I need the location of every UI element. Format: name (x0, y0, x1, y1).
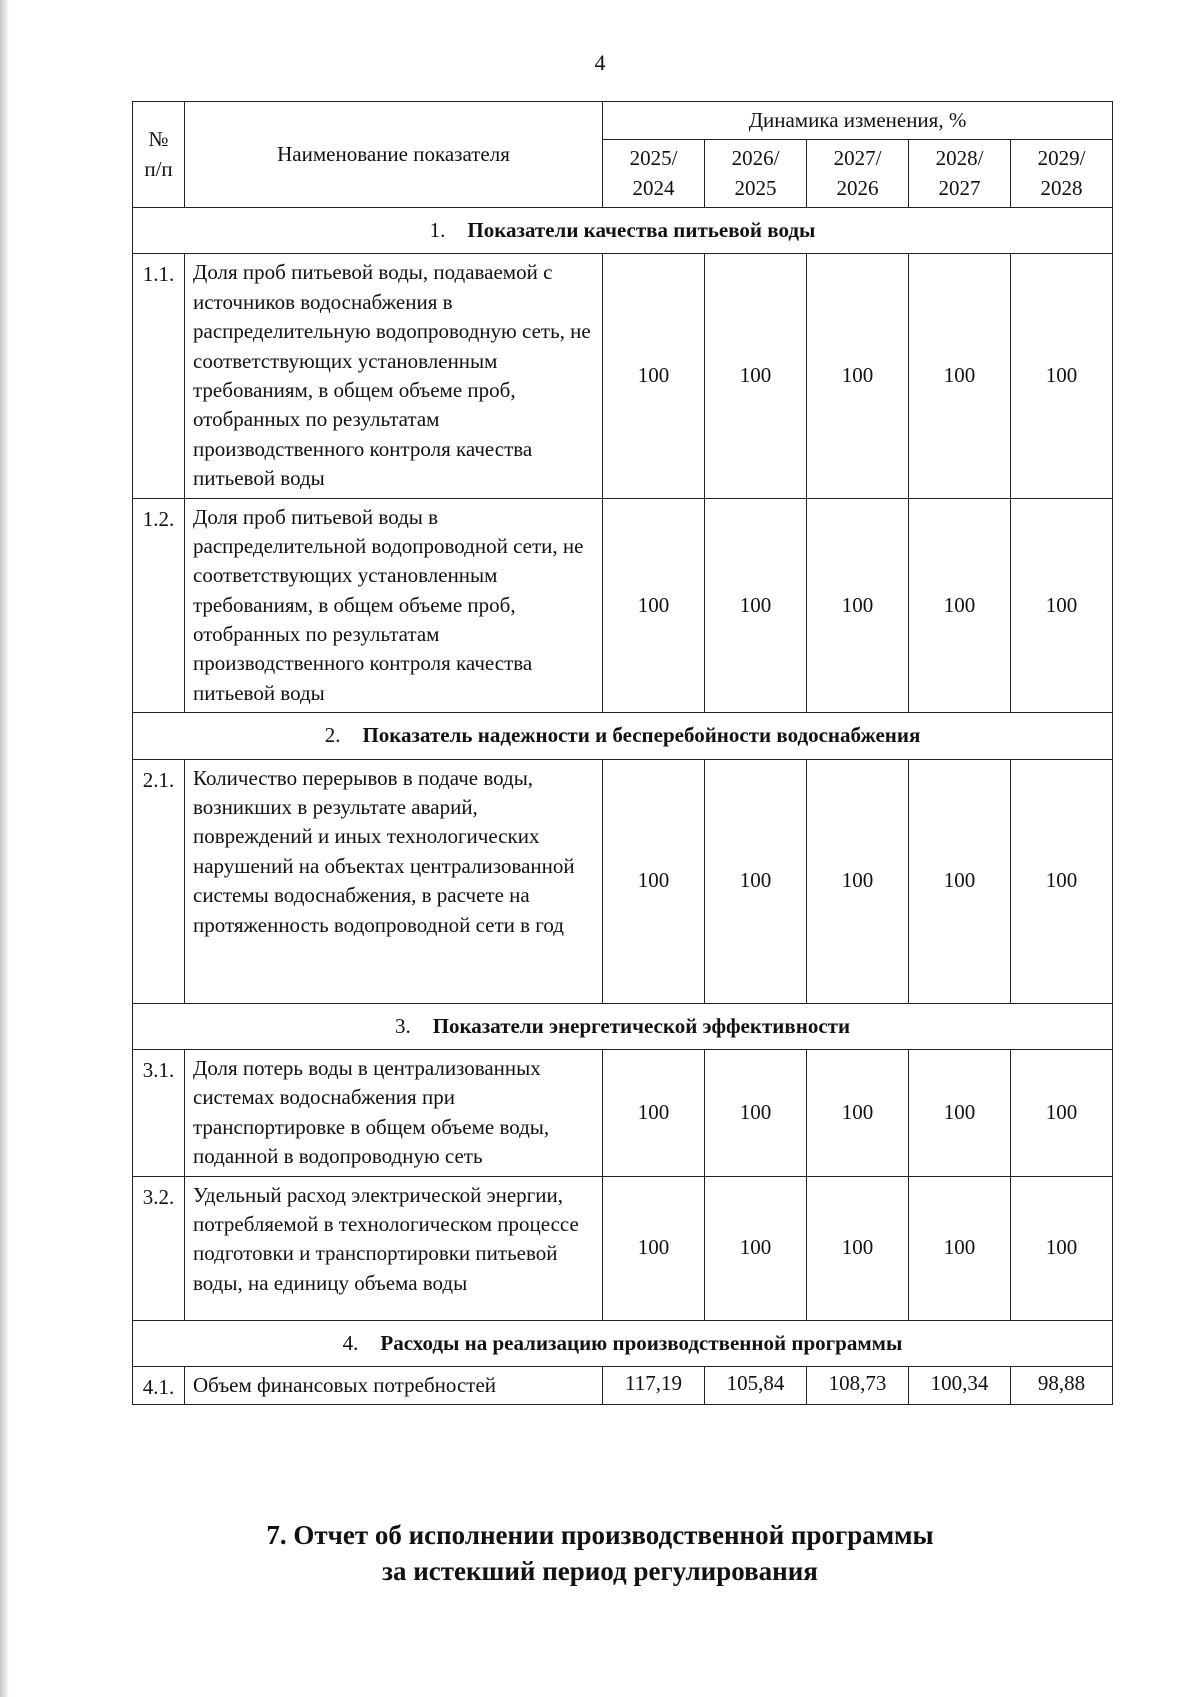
table-row (133, 254, 1113, 498)
indicator-value: 100 (807, 498, 909, 713)
row-number: 2.1. (133, 759, 185, 1003)
section-title: Показатели энергетической эффективности (432, 1013, 851, 1038)
indicator-value: 100 (705, 498, 807, 713)
indicator-value: 100 (1011, 498, 1113, 713)
indicator-value: 105,84 (705, 1366, 807, 1404)
row-number: 1.2. (133, 498, 185, 713)
indicator-value: 100 (909, 1176, 1011, 1320)
indicator-value: 100 (603, 1050, 705, 1177)
page-number: 4 (594, 50, 606, 75)
section-title-cell (133, 713, 1113, 759)
section-number: 1. (429, 218, 446, 242)
table-row (133, 1176, 1113, 1320)
indicator-value: 100 (603, 759, 705, 1003)
indicator-value: 100 (705, 759, 807, 1003)
indicator-value: 117,19 (603, 1366, 705, 1404)
row-number: 3.2. (133, 1176, 185, 1320)
indicator-value: 100 (909, 254, 1011, 498)
section-number: 3. (394, 1013, 411, 1038)
header-period: 2027/ 2026 (807, 140, 909, 208)
section-title-cell (133, 1320, 1113, 1366)
indicator-name: Доля потерь воды в централизованных системах водоснабжения при транспортировке в общем объеме воды, поданной в водопроводную сеть (185, 1050, 603, 1177)
indicator-value: 100 (807, 1050, 909, 1177)
section-title: Показатель надежности и бесперебойности водоснабжения (362, 723, 921, 748)
indicator-value: 100 (1011, 254, 1113, 498)
section-row (133, 208, 1113, 254)
indicator-name: Удельный расход электрической энергии, потребляемой в технологическом процессе подготовки и транспортировки питьевой воды, на единицу объема воды (185, 1176, 603, 1320)
indicator-value: 100 (807, 254, 909, 498)
header-period: 2025/ 2024 (603, 140, 705, 208)
indicator-value: 100 (1011, 759, 1113, 1003)
indicators-table (132, 101, 1113, 1405)
indicator-value: 100 (603, 1176, 705, 1320)
section-row (133, 1003, 1113, 1049)
header-name: Наименование показателя (185, 102, 603, 208)
indicator-name: Количество перерывов в подаче воды, возникших в результате аварий, повреждений и иных технологических нарушений на объектах централизованной системы водоснабжения, в расчете на протяженность водопроводной сети в год (185, 759, 603, 1003)
table-row (133, 759, 1113, 1003)
indicator-value: 100 (807, 1176, 909, 1320)
section-title: Расходы на реализацию производственной программы (380, 1330, 903, 1355)
scan-edge (0, 0, 9, 1697)
section-row (133, 1320, 1113, 1366)
section-row (133, 713, 1113, 759)
indicator-value: 100 (603, 254, 705, 498)
table-body (133, 208, 1113, 1405)
indicator-value: 100 (909, 498, 1011, 713)
header-period: 2029/ 2028 (1011, 140, 1113, 208)
indicator-name: Объем финансовых потребностей (185, 1366, 603, 1404)
section-number: 2. (324, 723, 341, 748)
indicator-value: 108,73 (807, 1366, 909, 1404)
indicator-value: 100 (705, 254, 807, 498)
section-heading-line-2: за истекший период регулирования (382, 1556, 818, 1587)
indicator-value: 100 (705, 1050, 807, 1177)
section-number: 4. (342, 1330, 359, 1355)
header-period: 2028/ 2027 (909, 140, 1011, 208)
section-title-cell (133, 1003, 1113, 1049)
table-row (133, 498, 1113, 713)
indicator-value: 100 (1011, 1176, 1113, 1320)
row-number: 4.1. (133, 1366, 185, 1404)
table-row (133, 1050, 1113, 1177)
header-period: 2026/ 2025 (705, 140, 807, 208)
indicator-value: 98,88 (1011, 1366, 1113, 1404)
indicator-value: 100 (603, 498, 705, 713)
section-title-cell (133, 208, 1113, 254)
header-dynamics: Динамика изменения, % (603, 102, 1113, 140)
indicator-name: Доля проб питьевой воды в распределительной водопроводной сети, не соответствующих установленным требованиям, в общем объеме проб, отобранных по результатам производственного контроля качества питьевой воды (185, 498, 603, 713)
section-title: Показатели качества питьевой воды (467, 218, 816, 242)
indicator-name: Доля проб питьевой воды, подаваемой с источников водоснабжения в распределительную водопроводную сеть, не соответствующих установленным требованиям, в общем объеме проб, отобранных по результатам производственного контроля качества питьевой воды (185, 254, 603, 498)
indicator-value: 100 (705, 1176, 807, 1320)
section-heading (0, 1517, 1200, 1590)
header-num: № п/п (133, 102, 185, 208)
indicator-value: 100 (909, 1050, 1011, 1177)
row-number: 3.1. (133, 1050, 185, 1177)
table-row (133, 1366, 1113, 1404)
row-number: 1.1. (133, 254, 185, 498)
indicator-value: 100 (807, 759, 909, 1003)
indicator-value: 100 (909, 759, 1011, 1003)
indicator-value: 100,34 (909, 1366, 1011, 1404)
indicator-value: 100 (1011, 1050, 1113, 1177)
section-heading-line-1: 7. Отчет об исполнении производственной программы (266, 1520, 934, 1550)
indicators-table-wrapper (132, 101, 1112, 1405)
